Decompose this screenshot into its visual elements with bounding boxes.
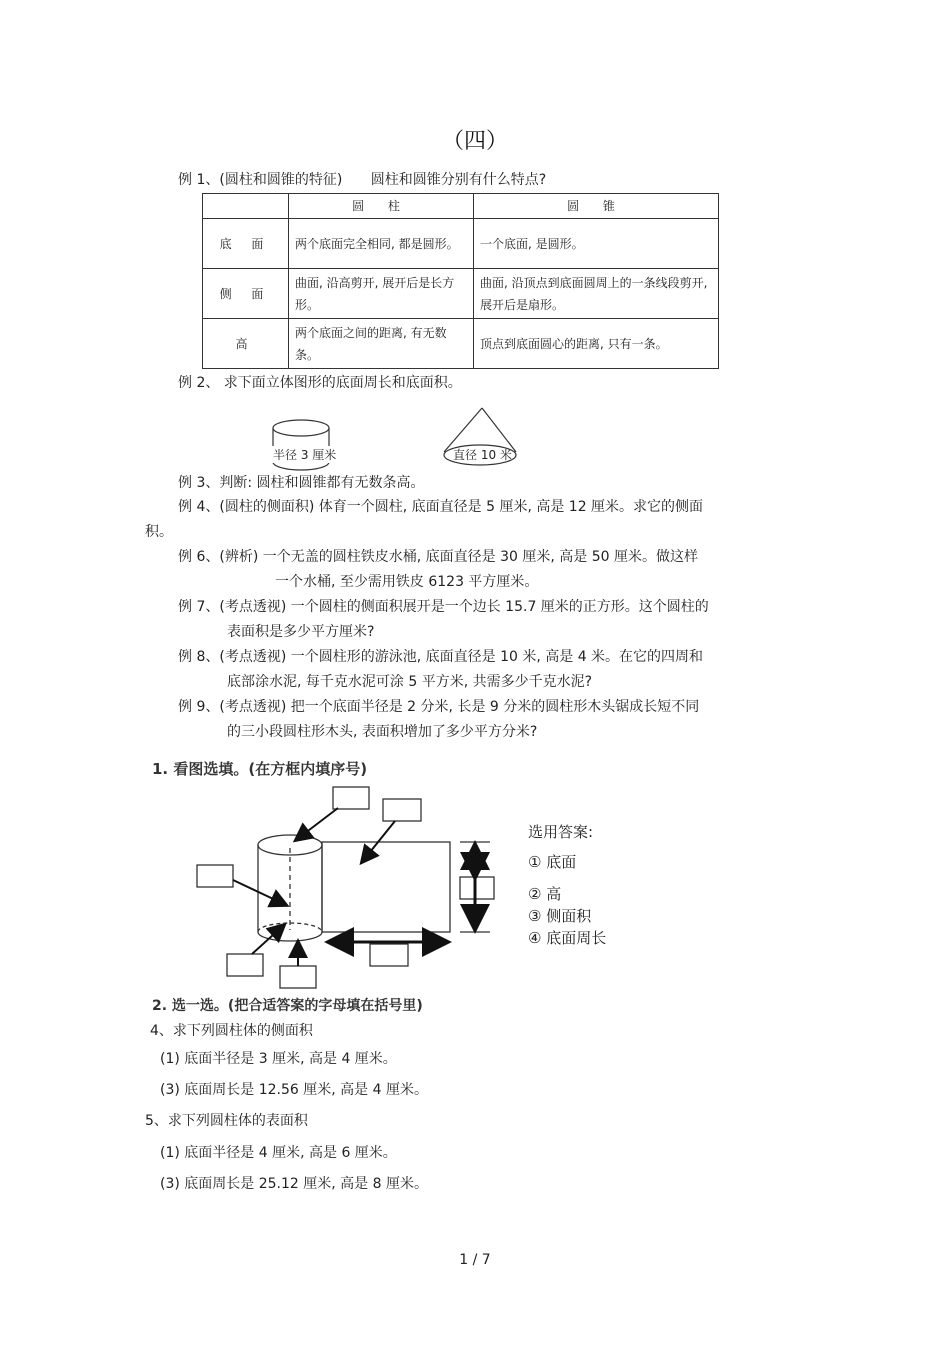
- cone-cell: 顶点到底面圆心的距离, 只有一条。: [474, 319, 719, 369]
- answer-box: [280, 966, 316, 988]
- legend-option: ④ 底面周长: [528, 929, 607, 947]
- example-8-line1: 例 8、(考点透视) 一个圆柱形的游泳池, 底面直径是 10 米, 高是 4 米。在它的四周和: [178, 649, 704, 665]
- cylinder-top: [258, 835, 322, 855]
- example-2: 例 2、 求下面立体图形的底面周长和底面积。: [178, 375, 462, 391]
- table-header-cell: 圆 锥: [474, 194, 719, 219]
- answer-box: [370, 944, 408, 966]
- example-9-line2: 的三小段圆柱形木头, 表面积增加了多少平方分米?: [227, 724, 538, 740]
- question-5-item: (1) 底面半径是 4 厘米, 高是 6 厘米。: [160, 1145, 397, 1161]
- row-label: 高: [203, 319, 289, 369]
- comparison-table: [202, 193, 719, 369]
- cylinder-radius-label: 半径 3 厘米: [273, 448, 337, 462]
- answer-box: [197, 865, 233, 887]
- legend-title: 选用答案:: [528, 823, 594, 841]
- example-7-line1: 例 7、(考点透视) 一个圆柱的侧面积展开是一个边长 15.7 厘米的正方形。这个圆柱的: [178, 599, 709, 615]
- question-5-item: (3) 底面周长是 25.12 厘米, 高是 8 厘米。: [160, 1176, 428, 1192]
- page-title: （四）: [441, 129, 508, 154]
- legend-option: ① 底面: [528, 853, 577, 871]
- example-4-line1: 例 4、(圆柱的侧面积) 体育一个圆柱, 底面直径是 5 厘米, 高是 12 厘米。求它的侧面: [178, 499, 704, 515]
- answer-box: [383, 799, 421, 821]
- question-2-title: 2. 选一选。(把合适答案的字母填在括号里): [152, 998, 423, 1014]
- legend-option: ② 高: [528, 885, 562, 903]
- legend-option: ③ 侧面积: [528, 907, 592, 925]
- table-row: [203, 219, 719, 269]
- table-row: [203, 269, 719, 319]
- example-4-line2: 积。: [145, 524, 173, 540]
- row-label: 底 面: [203, 219, 289, 269]
- answer-box: [460, 877, 494, 899]
- answer-box: [333, 787, 369, 809]
- table-row: [203, 319, 719, 369]
- table-header-cell: 圆 柱: [289, 194, 474, 219]
- example-6-line1: 例 6、(辨析) 一个无盖的圆柱铁皮水桶, 底面直径是 30 厘米, 高是 50 厘米。做这样: [178, 549, 698, 565]
- question-5-title: 5、求下列圆柱体的表面积: [145, 1113, 308, 1129]
- example-1: [178, 170, 546, 190]
- cylinder-cell: 两个底面完全相同, 都是圆形。: [289, 219, 474, 269]
- example-9-line1: 例 9、(考点透视) 把一个底面半径是 2 分米, 长是 9 分米的圆柱形木头锯成长短不同: [178, 699, 700, 715]
- question-1-title: 1. 看图选填。(在方框内填序号): [152, 760, 368, 778]
- question-4-item: (1) 底面半径是 3 厘米, 高是 4 厘米。: [160, 1051, 397, 1067]
- question-4-item: (3) 底面周长是 12.56 厘米, 高是 4 厘米。: [160, 1082, 428, 1098]
- page-number: 1 / 7: [459, 1252, 491, 1268]
- cone-cell: 一个底面, 是圆形。: [474, 219, 719, 269]
- answer-box: [227, 954, 263, 976]
- table-header-row: [203, 194, 719, 219]
- example-1-prefix: 例 1、(圆柱和圆锥的特征): [178, 172, 343, 188]
- question-4-title: 4、求下列圆柱体的侧面积: [150, 1023, 313, 1039]
- example-7-line2: 表面积是多少平方厘米?: [227, 624, 375, 640]
- example-8-line2: 底部涂水泥, 每千克水泥可涂 5 平方米, 共需多少千克水泥?: [227, 674, 593, 690]
- example-6-line2: 一个水桶, 至少需用铁皮 6123 平方厘米。: [275, 574, 539, 590]
- table-header-cell: [203, 194, 289, 219]
- cylinder-cell: 曲面, 沿高剪开, 展开后是长方形。: [289, 269, 474, 319]
- row-label: 侧 面: [203, 269, 289, 319]
- cone-diameter-label: 直径 10 米: [453, 448, 512, 462]
- cylinder-cell: 两个底面之间的距离, 有无数条。: [289, 319, 474, 369]
- cone-cell: 曲面, 沿顶点到底面圆周上的一条线段剪开, 展开后是扇形。: [474, 269, 719, 319]
- example-3: 例 3、判断: 圆柱和圆锥都有无数条高。: [178, 475, 425, 491]
- example-1-question: 圆柱和圆锥分别有什么特点?: [370, 172, 547, 188]
